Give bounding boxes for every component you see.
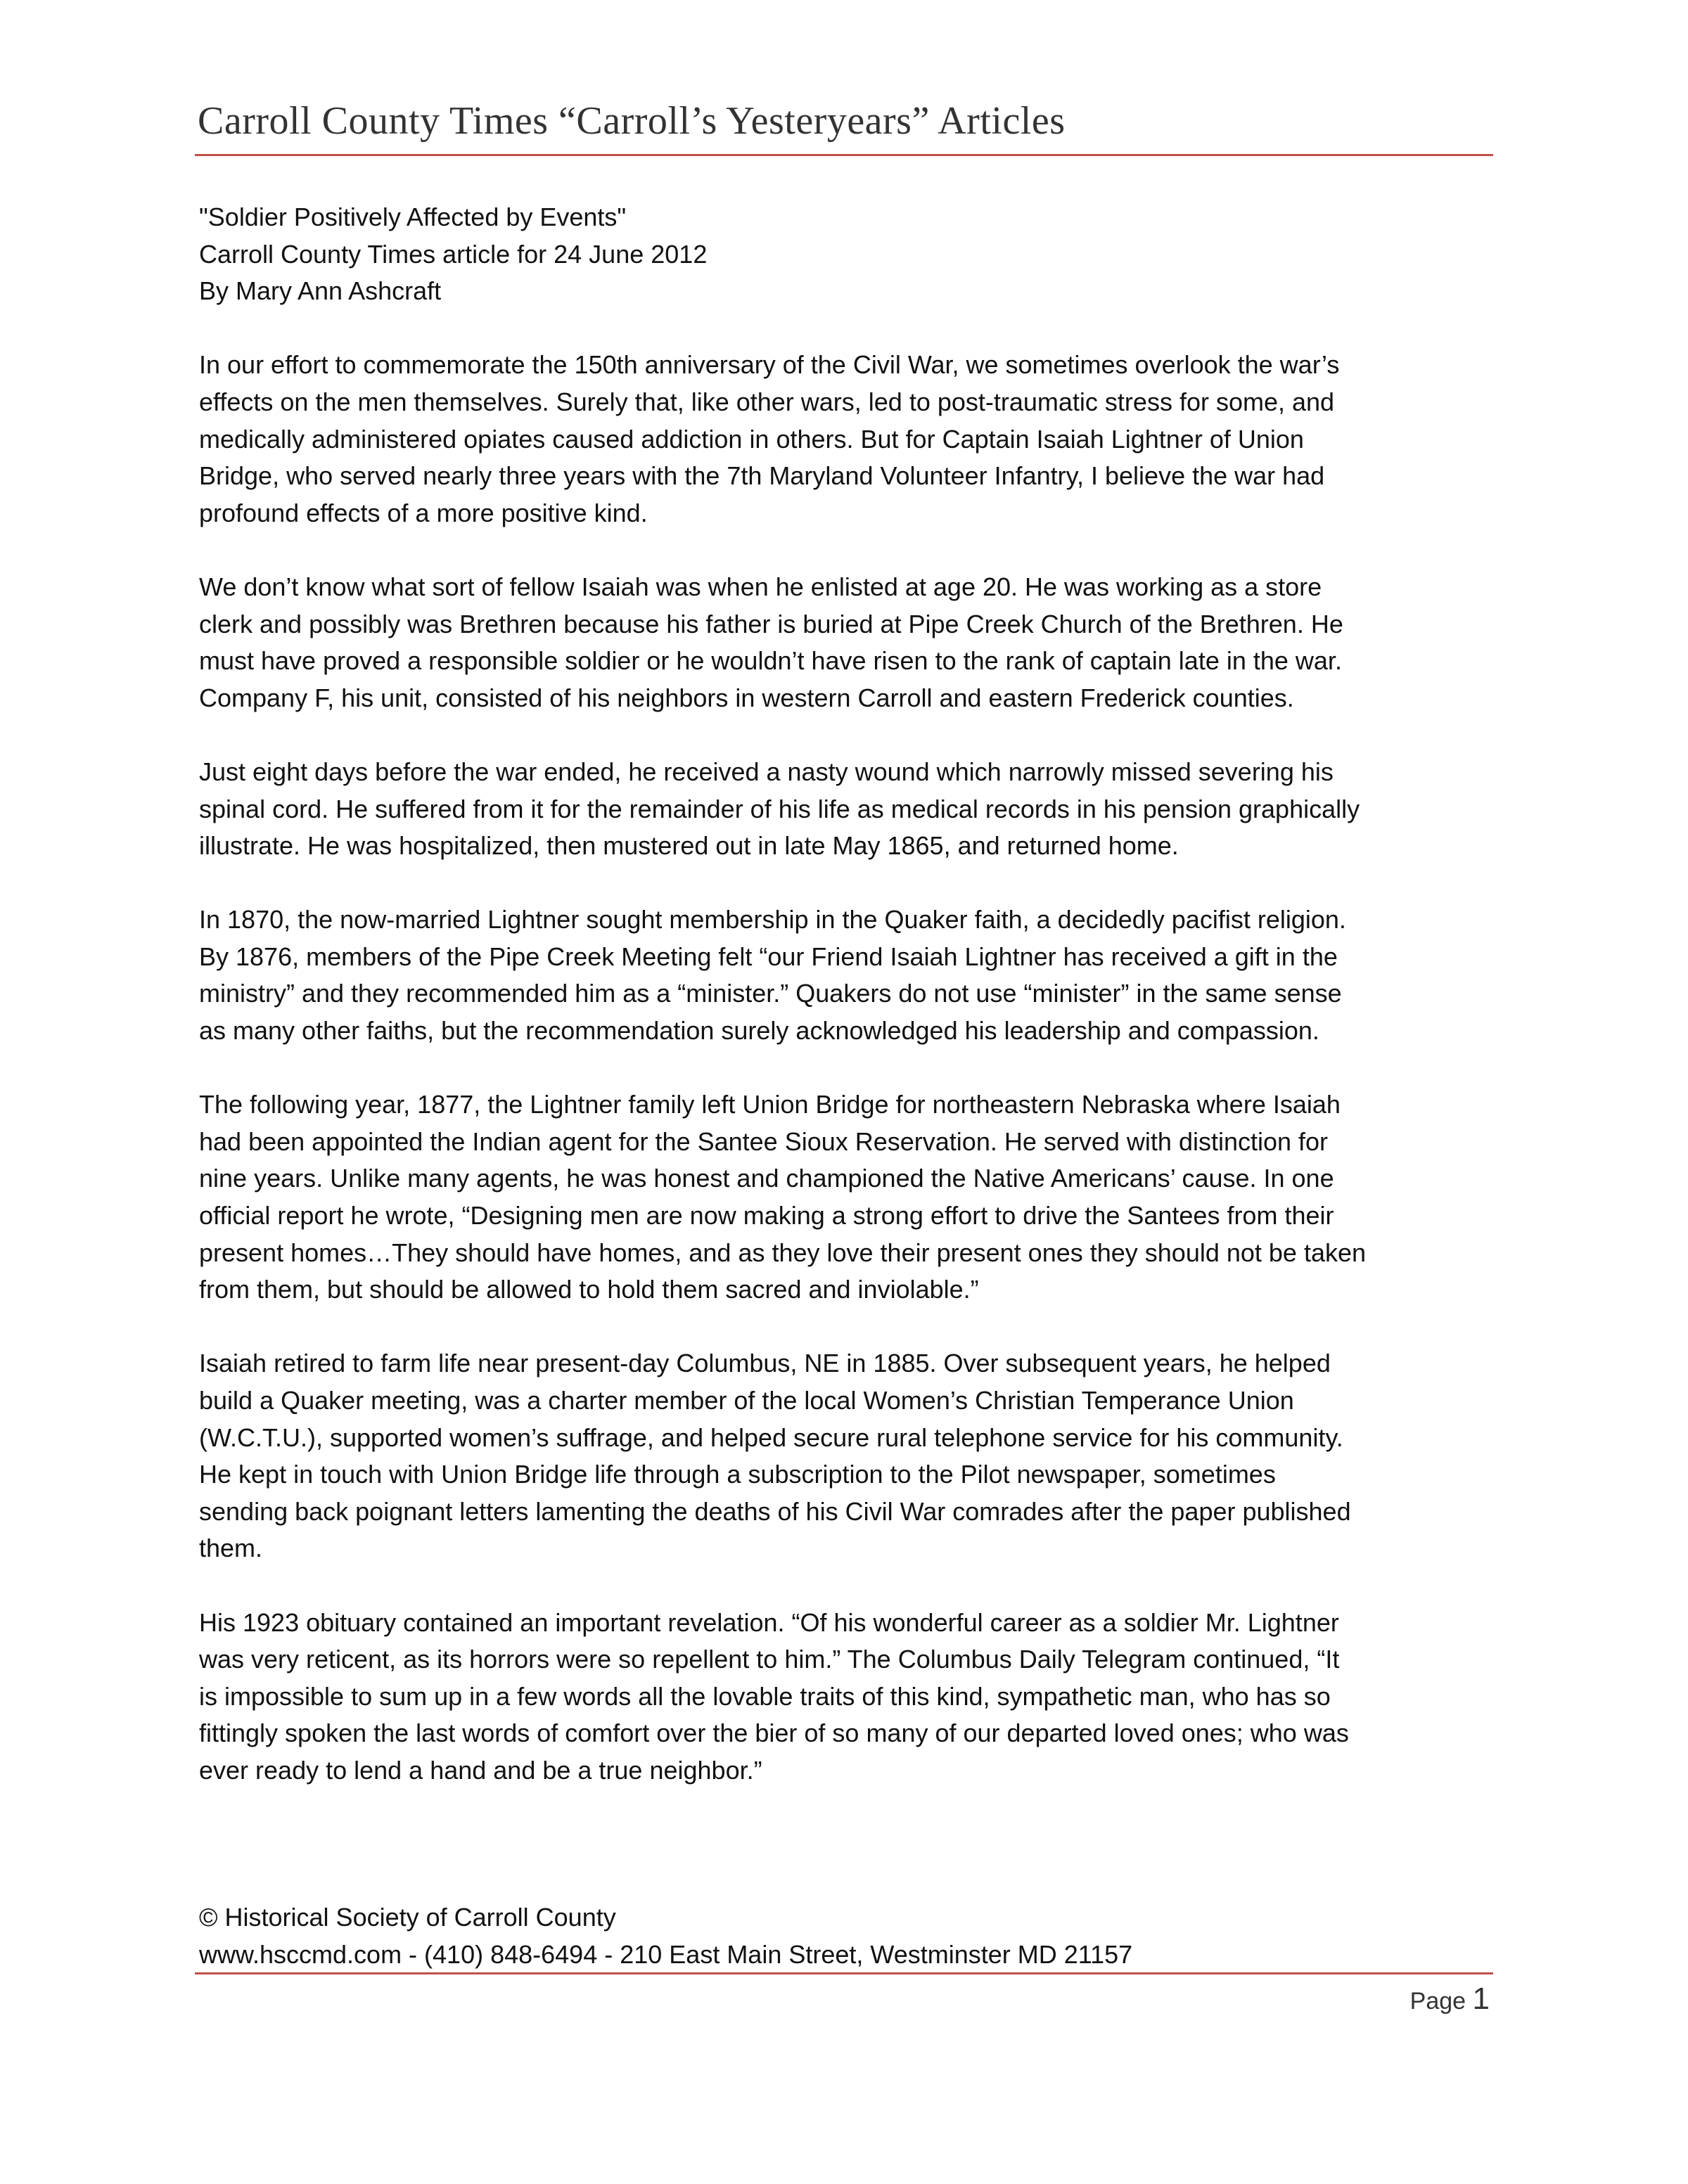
- article: [199, 199, 1366, 1826]
- paragraph-line: By 1876, members of the Pipe Creek Meeting felt “our Friend Isaiah Lightner has received a gift in the: [199, 942, 1338, 971]
- footer-divider: [195, 1972, 1493, 1974]
- paragraph-line: ministry” and they recommended him as a “minister.” Quakers do not use “minister” in the same sense: [199, 979, 1342, 1008]
- article-paragraph: [199, 901, 1366, 1049]
- paragraph-line: from them, but should be allowed to hold them sacred and inviolable.”: [199, 1275, 979, 1304]
- paragraph-line: fittingly spoken the last words of comfort over the bier of so many of our departed loved ones; who was: [199, 1719, 1349, 1748]
- article-paragraph: [199, 754, 1366, 865]
- paragraph-line: must have proved a responsible soldier or he wouldn’t have risen to the rank of captain late in the war.: [199, 646, 1342, 676]
- article-paragraph: [199, 1605, 1366, 1790]
- paragraph-line: Bridge, who served nearly three years with the 7th Maryland Volunteer Infantry, I believe the war had: [199, 461, 1325, 491]
- page-number-value: 1: [1472, 1981, 1490, 2016]
- paragraph-line: illustrate. He was hospitalized, then mustered out in late May 1865, and returned home.: [199, 831, 1179, 861]
- paragraph-line: effects on the men themselves. Surely that, like other wars, led to post-traumatic stress for some, and: [199, 387, 1335, 416]
- paragraph-line: as many other faiths, but the recommendation surely acknowledged his leadership and compassion.: [199, 1016, 1319, 1046]
- paragraph-line: The following year, 1877, the Lightner family left Union Bridge for northeastern Nebraska where Isaiah: [199, 1090, 1341, 1119]
- article-meta: [199, 199, 1366, 310]
- paragraph-line: ever ready to lend a hand and be a true neighbor.”: [199, 1755, 762, 1785]
- article-byline: By Mary Ann Ashcraft: [199, 276, 442, 306]
- paragraph-line: had been appointed the Indian agent for the Santee Sioux Reservation. He served with distinction for: [199, 1126, 1329, 1156]
- paragraph-line: is impossible to sum up in a few words all the lovable traits of this kind, sympathetic man, who has so: [199, 1681, 1331, 1711]
- article-paragraph: [199, 347, 1366, 532]
- paragraph-line: In our effort to commemorate the 150th anniversary of the Civil War, we sometimes overlook the war’s: [199, 350, 1340, 380]
- footer-contact: www.hsccmd.com - (410) 848-6494 - 210 East Main Street, Westminster MD 21157: [199, 1939, 1133, 1969]
- paragraph-line: Isaiah retired to farm life near present-day Columbus, NE in 1885. Over subsequent years, he helped: [199, 1349, 1331, 1378]
- article-paragraph: [199, 1086, 1366, 1309]
- paragraph-line: (W.C.T.U.), supported women’s suffrage, and helped secure rural telephone service for his community.: [199, 1422, 1343, 1452]
- paragraph-line: clerk and possibly was Brethren because his father is buried at Pipe Creek Church of the Brethren. He: [199, 609, 1343, 638]
- article-paragraph: [199, 1345, 1366, 1567]
- page-header-title: Carroll County Times “Carroll’s Yesteryears” Articles: [198, 99, 1066, 143]
- paragraph-line: He kept in touch with Union Bridge life through a subscription to the Pilot newspaper, sometimes: [199, 1460, 1276, 1489]
- paragraph-line: Company F, his unit, consisted of his neighbors in western Carroll and eastern Frederick counties.: [199, 683, 1294, 712]
- footer-copyright: © Historical Society of Carroll County: [199, 1903, 616, 1932]
- paragraph-line: medically administered opiates caused addiction in others. But for Captain Isaiah Lightner of Union: [199, 424, 1304, 454]
- paragraph-line: spinal cord. He suffered from it for the remainder of his life as medical records in his pension graphically: [199, 794, 1360, 823]
- paragraph-line: In 1870, the now-married Lightner sought membership in the Quaker faith, a decidedly pacifist religion.: [199, 905, 1346, 934]
- paragraph-line: nine years. Unlike many agents, he was honest and championed the Native Americans’ cause. In one: [199, 1164, 1334, 1193]
- paragraph-line: build a Quaker meeting, was a charter member of the local Women’s Christian Temperance Union: [199, 1386, 1294, 1415]
- paragraph-line: sending back poignant letters lamenting the deaths of his Civil War comrades after the paper published: [199, 1496, 1351, 1526]
- article-body: [199, 347, 1366, 1789]
- paragraph-line: them.: [199, 1534, 263, 1563]
- article-headline: "Soldier Positively Affected by Events": [199, 203, 627, 231]
- header-divider: [195, 154, 1493, 156]
- paragraph-line: present homes…They should have homes, and as they love their present ones they should not be taken: [199, 1238, 1367, 1267]
- paragraph-line: His 1923 obituary contained an important revelation. “Of his wonderful career as a soldier Mr. Lightner: [199, 1607, 1339, 1637]
- paragraph-line: was very reticent, as its horrors were so repellent to him.” The Columbus Daily Telegram continued, “It: [199, 1645, 1340, 1674]
- paragraph-line: We don’t know what sort of fellow Isaiah was when he enlisted at age 20. He was working as a store: [199, 572, 1322, 601]
- paragraph-line: profound effects of a more positive kind.: [199, 498, 648, 527]
- article-source: Carroll County Times article for 24 June 2012: [199, 239, 708, 269]
- paragraph-line: official report he wrote, “Designing men are now making a strong effort to drive the Santees from their: [199, 1201, 1334, 1231]
- page-number: [1410, 1981, 1490, 2017]
- page-label: Page: [1409, 1988, 1466, 2015]
- article-paragraph: [199, 569, 1366, 717]
- paragraph-line: Just eight days before the war ended, he received a nasty wound which narrowly missed severing his: [199, 757, 1334, 786]
- footer: [199, 1899, 1132, 1972]
